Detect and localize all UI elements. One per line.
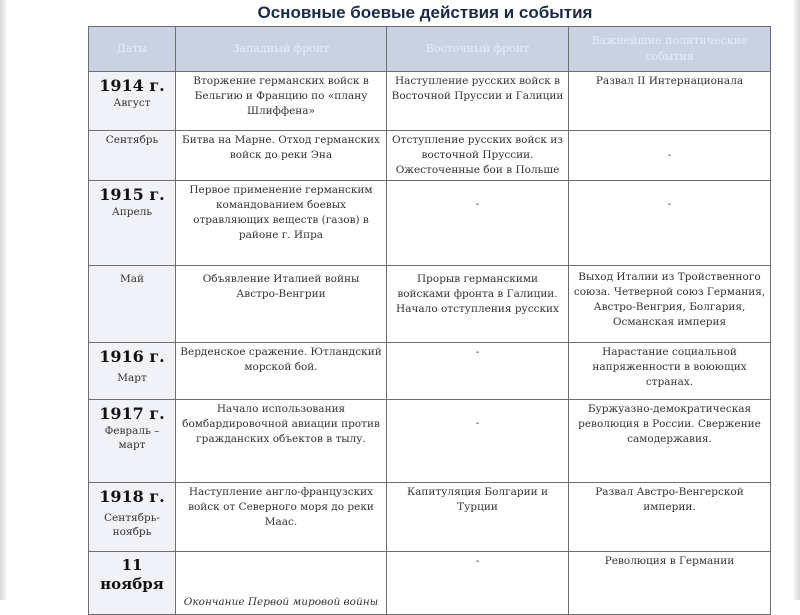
dash-label: - — [667, 198, 672, 210]
eastern-cell — [387, 343, 569, 400]
eastern-cell: Капитуляция Болгарии и Турции — [387, 483, 569, 552]
table-row — [89, 400, 771, 483]
table-row — [89, 181, 771, 266]
month-label: Март — [117, 372, 147, 384]
year-label: 1914 г. — [99, 76, 165, 95]
date-cell — [89, 343, 176, 400]
header-eastern-front: Восточный фронт — [387, 27, 569, 72]
eastern-cell: Наступление русских войск в Восточной Пруссии и Галиции — [387, 72, 569, 131]
month-label: Август — [113, 97, 151, 109]
western-cell: Вторжение германских войск в Бельгию и Францию по «плану Шлиффена» — [176, 72, 387, 131]
western-cell: Объявление Италией войны Австро-Венгрии — [176, 266, 387, 343]
western-cell: Начало использования бомбардировочной авиации против гражданских объектов в тылу. — [176, 400, 387, 483]
western-cell: Верденское сражение. Ютландский морской бой. — [176, 343, 387, 400]
page-title: Основные боевые действия и события — [257, 3, 593, 22]
political-cell — [569, 131, 771, 181]
dash-label: - — [475, 198, 480, 210]
eastern-cell — [387, 181, 569, 266]
political-cell: Буржуазно-демократическая революция в России. Свержение самодержавия. — [569, 400, 771, 483]
dash-label: - — [475, 555, 480, 567]
political-cell: Выход Италии из Тройственного союза. Четверной союз Германия, Австро-Венгрия, Болгария, Османская империя — [569, 266, 771, 343]
month-label: Февраль – март — [104, 425, 160, 451]
western-cell: Первое применение германским командованием боевых отравляющих веществ (газов) в районе г. Ипра — [176, 181, 387, 266]
table-row — [89, 131, 771, 181]
dash-label: - — [475, 346, 480, 358]
political-cell: Развал Австро-Венгерской империи. — [569, 483, 771, 552]
western-cell: Битва на Марне. Отход германских войск до реки Эна — [176, 131, 387, 181]
month-label: Сентябрь-ноябрь — [104, 512, 160, 538]
slide-frame-left — [0, 0, 6, 600]
date-cell — [89, 483, 176, 552]
date-cell — [89, 131, 176, 181]
political-cell — [569, 181, 771, 266]
date-cell — [89, 400, 176, 483]
political-cell: Революция в Германии — [569, 552, 771, 615]
year-label: 1915 г. — [99, 185, 165, 204]
table-row — [89, 552, 771, 615]
month-label: Апрель — [111, 206, 153, 218]
header-western-front: Западный фронт — [176, 27, 387, 72]
month-label: Май — [119, 273, 144, 285]
table-row — [89, 343, 771, 400]
header-political-events: Важнейшие политические события — [569, 27, 771, 72]
western-cell: Наступление англо-французских войск от Северного моря до реки Маас. — [176, 483, 387, 552]
day-label: 11 — [121, 556, 143, 574]
year-label: 1917 г. — [99, 404, 165, 423]
dash-label: - — [667, 149, 672, 161]
events-table — [88, 26, 771, 615]
year-label: 1916 г. — [99, 347, 165, 366]
day-month-label: ноября — [100, 575, 164, 593]
header-dates: Даты — [89, 27, 176, 72]
date-cell — [89, 266, 176, 343]
eastern-cell: Прорыв германскими войсками фронта в Галиции. Начало отступления русских — [387, 266, 569, 343]
dash-label: - — [475, 417, 480, 429]
date-cell — [89, 552, 176, 615]
political-cell: Развал II Интернационала — [569, 72, 771, 131]
year-label: 1918 г. — [99, 487, 165, 506]
eastern-cell — [387, 552, 569, 615]
eastern-cell: Отступление русских войск из восточной Пруссии. Ожесточенные бои в Польше — [387, 131, 569, 181]
table-row — [89, 483, 771, 552]
month-label: Сентябрь — [105, 134, 159, 146]
slide-frame-right — [794, 0, 800, 600]
table-header-row — [89, 27, 771, 72]
eastern-cell — [387, 400, 569, 483]
table-row — [89, 266, 771, 343]
date-cell — [89, 181, 176, 266]
western-cell: Окончание Первой мировой войны — [176, 552, 387, 615]
table-row — [89, 72, 771, 131]
political-cell: Нарастание социальной напряженности в воюющих странах. — [569, 343, 771, 400]
date-cell — [89, 72, 176, 131]
